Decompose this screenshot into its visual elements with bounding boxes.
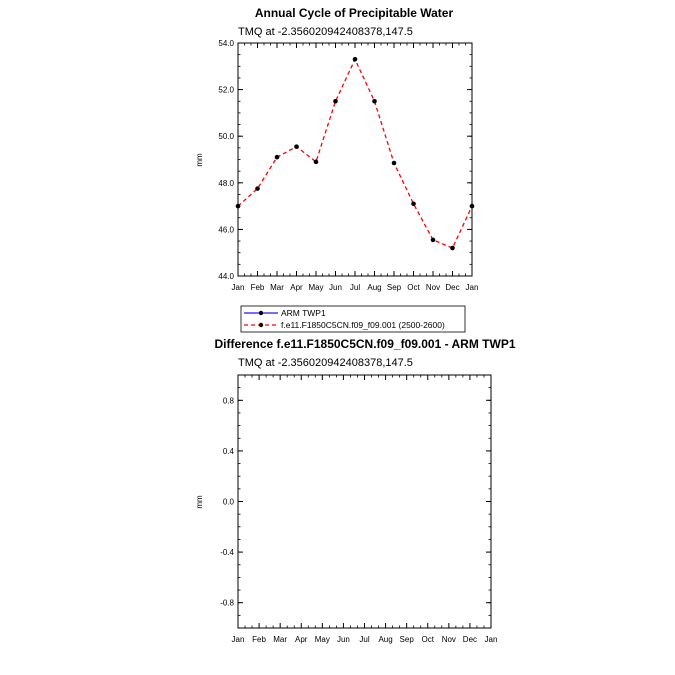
top-x-tick-label: Jan — [465, 283, 479, 292]
top-y-tick-label: 48.0 — [218, 178, 234, 188]
top-data-point — [372, 99, 377, 104]
top-data-point — [470, 204, 475, 209]
top-chart-subtitle: TMQ at -2.356020942408378,147.5 — [238, 26, 413, 38]
bottom-x-tick-label: Jan — [231, 635, 245, 644]
bottom-x-tick-label: Jul — [359, 635, 370, 644]
top-y-axis-label: mm — [195, 153, 204, 167]
bottom-y-tick-label: 0.0 — [222, 497, 234, 507]
bottom-y-tick-label: 0.4 — [222, 446, 234, 456]
legend-label-model: f.e11.F1850C5CN.f09_f09.001 (2500-2600) — [281, 320, 445, 330]
top-data-point — [333, 99, 338, 104]
top-data-point — [294, 144, 299, 149]
top-data-point — [255, 186, 260, 191]
legend-marker-arm — [259, 311, 263, 315]
bottom-x-tick-label: May — [314, 635, 330, 644]
bottom-x-tick-label: Jun — [336, 635, 350, 644]
top-data-point — [392, 161, 397, 166]
top-x-tick-label: Nov — [425, 283, 441, 292]
top-x-tick-label: Mar — [270, 283, 284, 292]
bottom-x-tick-label: Feb — [252, 635, 266, 644]
bottom-x-tick-label: Oct — [421, 635, 434, 644]
bottom-x-tick-label: Aug — [378, 635, 393, 644]
top-plot-area — [218, 39, 478, 292]
top-y-tick-label: 50.0 — [218, 132, 234, 142]
bottom-x-tick-label: Dec — [462, 635, 478, 644]
bottom-plot-area — [220, 375, 497, 644]
top-x-tick-label: Apr — [290, 283, 303, 292]
bottom-y-tick-label: -0.4 — [220, 548, 234, 558]
top-data-point — [314, 160, 319, 165]
top-series-line-1 — [238, 59, 472, 248]
top-x-tick-label: Aug — [367, 283, 382, 292]
bottom-x-tick-label: Mar — [273, 635, 288, 644]
top-data-point — [236, 204, 241, 209]
legend-label-arm: ARM TWP1 — [281, 308, 326, 318]
top-x-tick-label: May — [308, 283, 324, 292]
top-data-point — [353, 57, 358, 62]
top-x-tick-label: Jun — [329, 283, 342, 292]
bottom-y-tick-label: 0.8 — [222, 396, 234, 406]
bottom-x-tick-label: Sep — [399, 635, 414, 644]
bottom-frame — [238, 375, 491, 628]
top-x-tick-label: Oct — [407, 283, 420, 292]
top-x-tick-label: Jul — [349, 283, 361, 292]
bottom-chart-title: Difference f.e11.F1850C5CN.f09_f09.001 - ARM TWP1 — [214, 337, 516, 351]
bottom-x-tick-label: Nov — [441, 635, 456, 644]
legend-marker-model — [259, 323, 263, 327]
top-y-tick-label: 46.0 — [218, 225, 234, 235]
bottom-x-tick-label: Jan — [484, 635, 498, 644]
top-y-tick-label: 52.0 — [218, 85, 234, 95]
top-chart-title: Annual Cycle of Precipitable Water — [254, 6, 454, 20]
bottom-y-tick-label: -0.8 — [220, 598, 234, 608]
top-y-tick-label: 44.0 — [218, 272, 234, 281]
legend — [241, 306, 465, 332]
bottom-y-axis-label: mm — [195, 495, 204, 509]
top-data-point — [275, 155, 280, 160]
bottom-chart-subtitle: TMQ at -2.356020942408378,147.5 — [238, 357, 413, 369]
top-y-tick-label: 54.0 — [218, 39, 234, 48]
top-x-tick-label: Sep — [386, 283, 402, 292]
bottom-x-tick-label: Apr — [295, 635, 308, 644]
top-data-point — [411, 201, 416, 206]
top-x-tick-label: Feb — [250, 283, 265, 292]
top-x-tick-label: Jan — [231, 283, 245, 292]
top-data-point — [450, 246, 455, 251]
top-x-tick-label: Dec — [445, 283, 460, 292]
top-data-point — [431, 238, 436, 243]
